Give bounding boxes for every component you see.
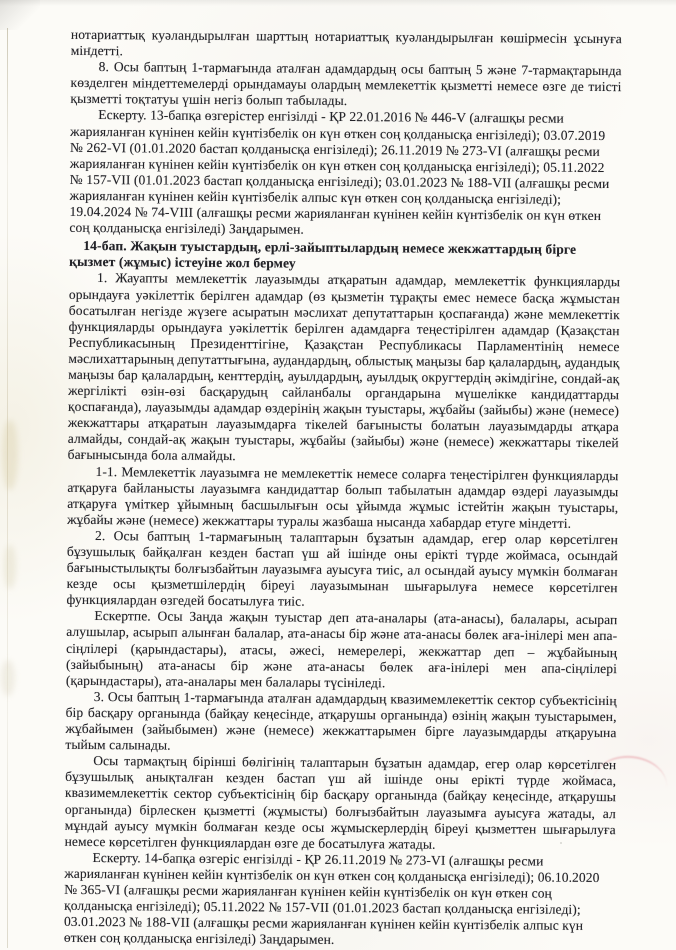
body-paragraph: 1. Жауапты мемлекеттік лауазымды атқаратын адамдар, мемлекеттік функцияларды орындауға уәкілеттік берілген адамдар (өз қызметін тұрақты емес немесе басқа жұмыстан босатылған негізде жүзеге асыратын мәслихат депутаттарын қоспағанда) және мемлекеттік функцияларды орындауға уәкілеттік берілген адамдарға теңестірілген адамдар (Қазақстан Республикасының Президенттігіне, Қазақстан Республикасы Парламентінің немесе мәслихаттарының депутаттығына, аудандардың, облыстық маңызы бар қалалардың, аудандық маңызы бар қалалардың, кенттердің, ауылдардың, ауылдық округтердің әкімдігіне, сондай-ақ жергілікті өзін-өзі басқарудың сайланбалы органдарына мүшелікке кандидаттарды қоспағанда), лауазымды адамдар өздерінің жақын туыстары, жұбайы (зайыбы) және (немесе) жекжаттары атқаратын лауазымдарға тікелей бағынысты болатын лауазымдарды атқара алмайды, сондай-ақ жақын туыстары, жұбайы (зайыбы) және (немесе) жекжаттары тікелей бағынысында бола алмайды.	[67, 270, 621, 464]
body-paragraph: нотариаттық куәландырылған шарттың нотариаттық куәландырылған көшірмесін ұсынуға міндетті.	[70, 26, 622, 59]
scan-corner-shade	[0, 0, 40, 30]
body-paragraph: 8. Осы баптың 1-тармағында аталған адамдардың осы баптың 5 және 7-тармақтарында көзделген міндеттемелерді орындамауы олардың мемлекеттік қызметті немесе өзге де тиісті қызметті тоқтатуы үшін негіз болып табылады.	[70, 59, 622, 109]
body-paragraph: Осы тармақтың бірінші бөлігінің талаптарын бұзатын адамдар, егер олар көрсетілген бұзушылық анықталған кезден бастап үш ай ішінде оны ерікті түрде жоймаса, квазимемлекеттік сектор субъектісінің бір басқару органында (байқау кеңесінде, атқарушы органында) бірлескен қызметті (жұмысты) болғызбайтын лауазымға ауысуға жатады, ал мұндай ауысу мүмкін болмаған кезде осы жұмыскерлердің біреуі қызметтен шығарылуға немесе көрсетілген функциялардан өзге де босатылуға жатады.	[64, 753, 617, 852]
scan-smudge	[4, 545, 16, 589]
body-paragraph: 3. Осы баптың 1-тармағында аталған адамдардың квазимемлекеттік сектор субъектісінің бір басқару органында (байқау кеңесінде, атқарушы органында) өзінің жақын туыстарымен, жұбайымен (зайыбымен) және (немесе) жекжаттарымен бірге лауазымдарды атқаруына тыйым салынады.	[65, 688, 617, 753]
document-text-block	[64, 27, 622, 950]
body-paragraph: Ескертпе. Осы Заңда жақын туыстар деп ата-аналары (ата-анасы), балалары, асырап алушылар, асырып алынған балалар, ата-анасы бір және ата-анасы бөлек аға-інілері мен апа-сіңлілері (қарындастары), атасы, әжесі, немерелері, жекжаттар деп – жұбайының (зайыбының) ата-анасы бір және ата-анасы бөлек аға-інілері мен апа-сіңлілері (қарындастары), ата-аналары мен балалары түсініледі.	[65, 608, 618, 691]
scan-smudge	[1, 660, 15, 696]
body-paragraph: 1-1. Мемлекеттік лауазымға не мемлекеттік немесе соларға теңестірілген функцияларды атқаруға байланысты лауазымға кандидаттар болып табылатын адамдар өздері лауазымды атқаруға үміткер ұйымның басшылығын осы ұйымда жұмыс істейтін жақын туыстары, жұбайы және (немесе) жекжаттары туралы жазбаша нысанда хабардар етуге міндетті.	[67, 463, 619, 531]
article-heading: 14-бап. Жақын туыстардың, ерлі-зайыптылардың немесе жекжаттардың бірге қызмет (жұмыс) істеуіне жол бермеу	[69, 238, 577, 271]
body-paragraph: 2. Осы баптың 1-тармағының талаптарын бұзатын адамдар, егер олар көрсетілген бұзушылық байқалған кезден бастап үш ай ішінде оны ерікті түрде жоймаса, осындай бағыныстылықты болғызбайтын лауазымға ауысуға тиіс, ал осындай ауысу мүмкін болмаған кезде осы қызметшілердің біреуі лауазымынан шығарылуға немесе көрсетілген функциялардан өзгедей босатылуға тиіс.	[66, 527, 619, 609]
scan-top-edge-shade	[0, 0, 676, 6]
amendment-note-paragraph: Ескерту. 13-бапқа өзгерістер енгізілді - ҚР 22.01.2016 № 446-V (алғашқы ресми жарияланған күнінен кейін күнтізбелік он күн өткен соң қолданысқа енгізіледі); 03.07.2019 № 262-VI (01.01.2020 бастап қолданысқа енгізіледі); 26.11.2019 № 273-VI (алғашқы ресми жарияланған күнінен кейін күнтізбелік он күн өткен соң қолданысқа енгізіледі); 05.11.2022 № 157-VII (01.01.2023 бастап қолданысқа енгізіледі); 03.01.2023 № 188-VII (алғашқы ресми жарияланған күнінен кейін күнтізбелік алпыс күн өткен соң қолданысқа енгізіледі); 19.04.2024 № 74-VIII (алғашқы ресми жарияланған күнінен кейін күнтізбелік он күн өткен соң қолданысқа енгізіледі) Заңдарымен.	[69, 107, 610, 237]
amendment-note-paragraph: Ескерту. 14-бапқа өзгеріс енгізілді - ҚР 26.11.2019 № 273-VI (алғашқы ресми жарияланған күнінен кейін күнтізбелік он күн өткен соң қолданысқа енгізіледі); 06.10.2020 № 365-VI (алғашқы ресми жарияланған күнінен кейін күнтізбелік он күн өткен соң қолданысқа енгізіледі); 05.11.2022 № 157-VII (01.01.2023 бастап қолданысқа енгізіледі); 03.01.2023 № 188-VII (алғашқы ресми жарияланған күнінен кейін күнтізбелік алпыс күн өткен соң қолданысқа енгізіледі) Заңдарымен.	[63, 849, 600, 948]
scan-smudge	[2, 420, 18, 490]
